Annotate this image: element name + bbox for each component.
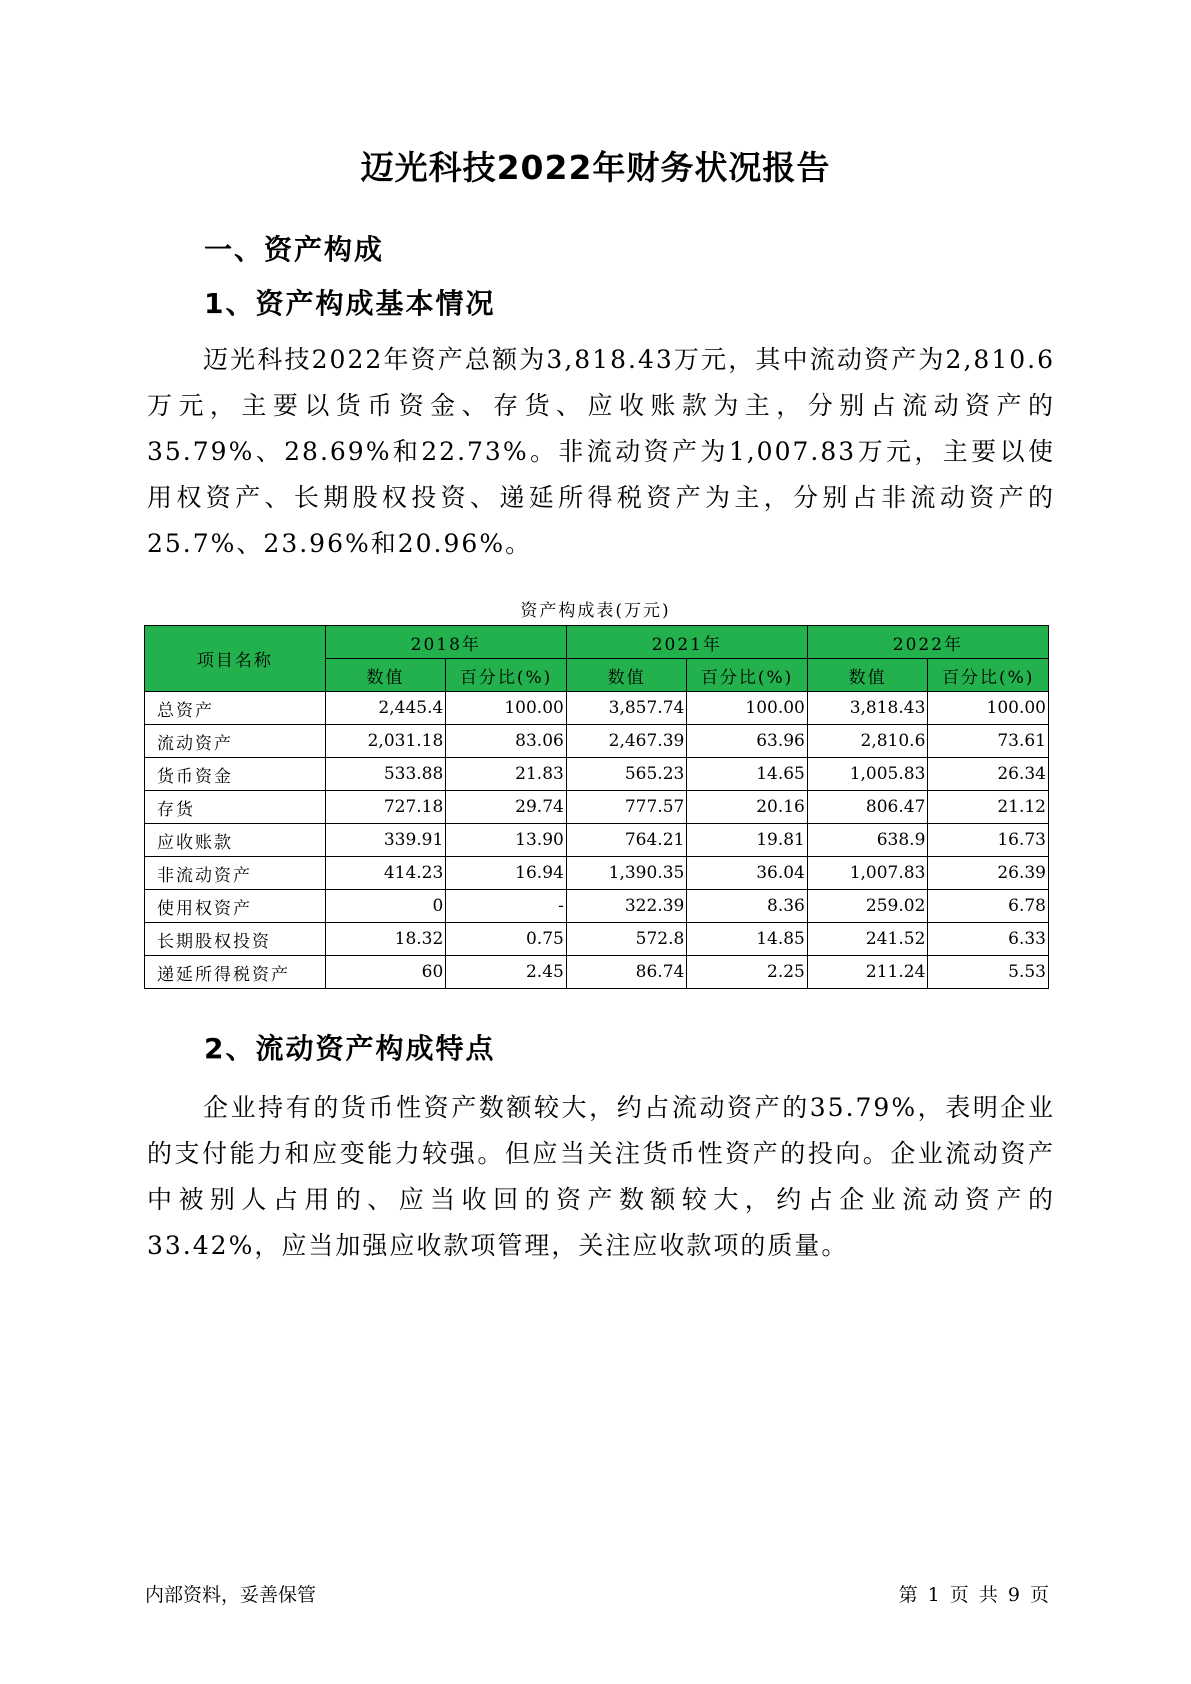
table-cell: 3,818.43 bbox=[807, 692, 928, 725]
row-label: 长期股权投资 bbox=[145, 923, 326, 956]
row-label: 使用权资产 bbox=[145, 890, 326, 923]
page-title: 迈光科技2022年财务状况报告 bbox=[360, 148, 831, 187]
table-cell: 100.00 bbox=[446, 692, 567, 725]
header-value: 数值 bbox=[325, 659, 446, 692]
paragraph-basic: 迈光科技2022年资产总额为3,818.43万元，其中流动资产为2,810.6万元，主要以货币资金、存货、应收账款为主，分别占流动资产的35.79%、28.69%和22.73%。非流动资产为1,007.83万元，主要以使用权资产、长期股权投资、递延所得税资产为主，分别占非流动资产的25.7%、23.96%和20.96%。 bbox=[147, 345, 1055, 558]
header-year: 2018年 bbox=[325, 626, 566, 659]
table-cell: 806.47 bbox=[807, 791, 928, 824]
table-cell: 18.32 bbox=[325, 923, 446, 956]
table-cell: 86.74 bbox=[566, 956, 687, 989]
table-cell: 6.78 bbox=[928, 890, 1049, 923]
table-cell: 6.33 bbox=[928, 923, 1049, 956]
footer-page-number: 第 1 页 共 9 页 bbox=[898, 1584, 1051, 1606]
table-row bbox=[145, 824, 1049, 857]
table-cell: 13.90 bbox=[446, 824, 567, 857]
header-value: 数值 bbox=[566, 659, 687, 692]
table-cell: - bbox=[446, 890, 567, 923]
table-cell: 14.85 bbox=[687, 923, 808, 956]
table-row bbox=[145, 857, 1049, 890]
table-cell: 2,031.18 bbox=[325, 725, 446, 758]
table-cell: 414.23 bbox=[325, 857, 446, 890]
table-cell: 14.65 bbox=[687, 758, 808, 791]
table-cell: 565.23 bbox=[566, 758, 687, 791]
row-label: 非流动资产 bbox=[145, 857, 326, 890]
table-cell: 727.18 bbox=[325, 791, 446, 824]
table-cell: 764.21 bbox=[566, 824, 687, 857]
table-cell: 211.24 bbox=[807, 956, 928, 989]
header-percent: 百分比(%) bbox=[928, 659, 1049, 692]
header-percent: 百分比(%) bbox=[446, 659, 567, 692]
table-cell: 1,005.83 bbox=[807, 758, 928, 791]
row-label: 递延所得税资产 bbox=[145, 956, 326, 989]
table-cell: 572.8 bbox=[566, 923, 687, 956]
header-item-name: 项目名称 bbox=[145, 626, 326, 692]
table-cell: 100.00 bbox=[687, 692, 808, 725]
table-cell: 83.06 bbox=[446, 725, 567, 758]
table-cell: 8.36 bbox=[687, 890, 808, 923]
table-cell: 1,390.35 bbox=[566, 857, 687, 890]
header-value: 数值 bbox=[807, 659, 928, 692]
table-cell: 2.25 bbox=[687, 956, 808, 989]
table-row bbox=[145, 692, 1049, 725]
header-year: 2022年 bbox=[807, 626, 1048, 659]
table-cell: 60 bbox=[325, 956, 446, 989]
table-cell: 19.81 bbox=[687, 824, 808, 857]
table-cell: 2,810.6 bbox=[807, 725, 928, 758]
subsection-heading-current-assets: 2、流动资产构成特点 bbox=[204, 1032, 496, 1065]
row-label: 总资产 bbox=[145, 692, 326, 725]
table-cell: 322.39 bbox=[566, 890, 687, 923]
section-heading-asset-composition: 一、资产构成 bbox=[204, 233, 385, 266]
table-cell: 1,007.83 bbox=[807, 857, 928, 890]
row-label: 应收账款 bbox=[145, 824, 326, 857]
table-cell: 20.16 bbox=[687, 791, 808, 824]
table-row bbox=[145, 758, 1049, 791]
table-row bbox=[145, 890, 1049, 923]
table-cell: 63.96 bbox=[687, 725, 808, 758]
table-cell: 2,445.4 bbox=[325, 692, 446, 725]
table-cell: 0 bbox=[325, 890, 446, 923]
table-cell: 339.91 bbox=[325, 824, 446, 857]
row-label: 存货 bbox=[145, 791, 326, 824]
table-cell: 3,857.74 bbox=[566, 692, 687, 725]
table-cell: 26.39 bbox=[928, 857, 1049, 890]
table-cell: 259.02 bbox=[807, 890, 928, 923]
table-cell: 777.57 bbox=[566, 791, 687, 824]
footer-confidential-note: 内部资料，妥善保管 bbox=[145, 1584, 317, 1606]
subsection-heading-basic: 1、资产构成基本情况 bbox=[204, 287, 496, 320]
table-cell: 0.75 bbox=[446, 923, 567, 956]
table-cell: 29.74 bbox=[446, 791, 567, 824]
table-cell: 21.12 bbox=[928, 791, 1049, 824]
table-caption: 资产构成表(万元) bbox=[520, 601, 671, 621]
table-cell: 26.34 bbox=[928, 758, 1049, 791]
table-cell: 16.73 bbox=[928, 824, 1049, 857]
table-cell: 2.45 bbox=[446, 956, 567, 989]
table-row bbox=[145, 725, 1049, 758]
row-label: 货币资金 bbox=[145, 758, 326, 791]
table-cell: 2,467.39 bbox=[566, 725, 687, 758]
table-row bbox=[145, 956, 1049, 989]
table-cell: 100.00 bbox=[928, 692, 1049, 725]
paragraph-current-assets: 企业持有的货币性资产数额较大，约占流动资产的35.79%，表明企业的支付能力和应变能力较强。但应当关注货币性资产的投向。企业流动资产中被别人占用的、应当收回的资产数额较大，约占企业流动资产的33.42%，应当加强应收款项管理，关注应收款项的质量。 bbox=[147, 1093, 1055, 1260]
table-cell: 533.88 bbox=[325, 758, 446, 791]
header-percent: 百分比(%) bbox=[687, 659, 808, 692]
row-label: 流动资产 bbox=[145, 725, 326, 758]
table-row bbox=[145, 791, 1049, 824]
header-year: 2021年 bbox=[566, 626, 807, 659]
asset-composition-table bbox=[144, 625, 1049, 989]
table-cell: 241.52 bbox=[807, 923, 928, 956]
table-cell: 36.04 bbox=[687, 857, 808, 890]
table-cell: 5.53 bbox=[928, 956, 1049, 989]
table-cell: 73.61 bbox=[928, 725, 1049, 758]
table-cell: 638.9 bbox=[807, 824, 928, 857]
table-cell: 16.94 bbox=[446, 857, 567, 890]
table-cell: 21.83 bbox=[446, 758, 567, 791]
table-row bbox=[145, 923, 1049, 956]
